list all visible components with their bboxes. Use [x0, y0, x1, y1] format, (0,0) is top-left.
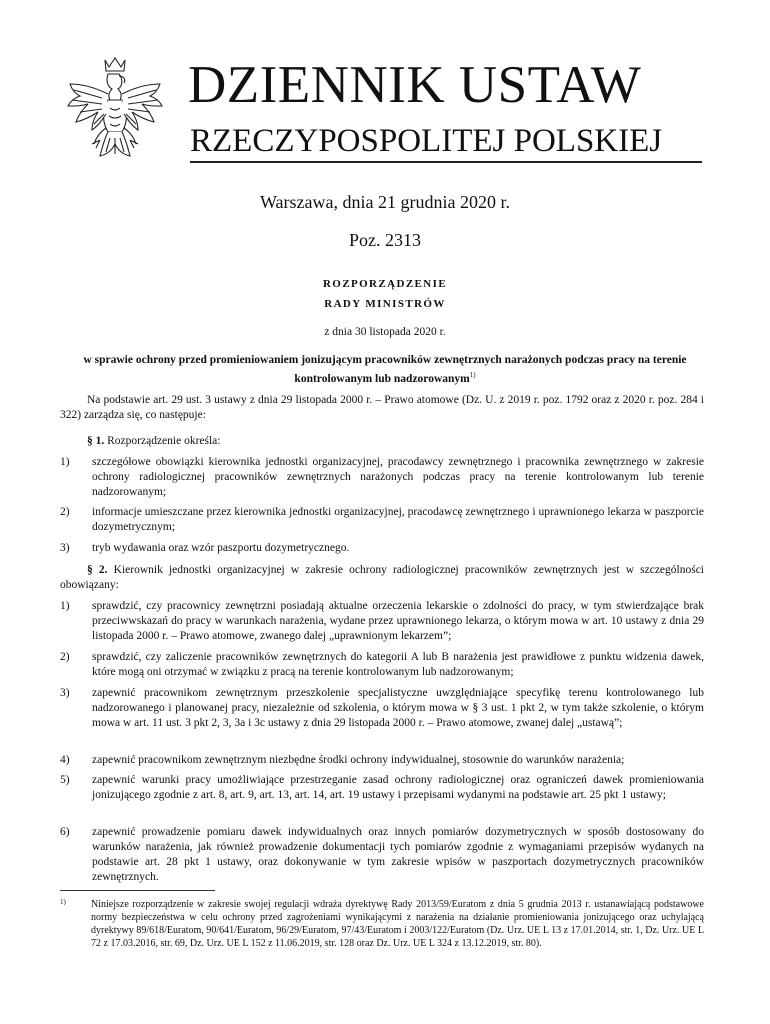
- list-item-text: zapewnić warunki pracy umożliwiające przestrzeganie zasad ochrony radiologicznej oraz ograniczeń dawek promieniowania jonizującego zgodnie z art. 8, art. 9, art. 13, art. 14, art. 19 ustawy i przepisami wydanymi na podstawie art. 25 pkt 1 ustawy;: [92, 774, 704, 801]
- list-item-number: 3): [60, 687, 70, 699]
- list-item-text: zapewnić pracownikom zewnętrznym niezbędne środki ochrony indywidualnej, stosownie do warunków narażenia;: [92, 754, 625, 766]
- publication-date: Warszawa, dnia 21 grudnia 2020 r.: [260, 192, 510, 212]
- footnote-reference: 1): [469, 371, 476, 379]
- list-item: [60, 753, 704, 768]
- list-item-number: 4): [60, 754, 70, 766]
- list-item-number: 6): [60, 826, 70, 838]
- position-number: Poz. 2313: [349, 230, 421, 250]
- list-item-text: sprawdzić, czy pracownicy zewnętrzni posiadają aktualne orzeczenia lekarskie o zdolności do pracy, w tym stwierdzające brak przeciwwskazań do pracy w warunkach narażenia, wydane przez uprawnionego lekarza, o którym mowa w art. 10 ustawy z dnia 29 listopada 2000 r. – Prawo atomowe, zwanego dalej „uprawnionym lekarzem”;: [92, 600, 704, 642]
- list-item-number: 1): [60, 600, 70, 612]
- list-item-number: 5): [60, 774, 70, 786]
- act-subject: [60, 353, 710, 387]
- section-2-intro-text: Kierownik jednostki organizacyjnej w zakresie ochrony radiologicznej pracowników zewnętrznych jest w szczególności obowiązany:: [60, 564, 705, 591]
- list-item-text: tryb wydawania oraz wzór paszportu dozymetrycznego.: [92, 542, 350, 554]
- act-type: ROZPORZĄDZENIE: [322, 278, 448, 290]
- list-item-text: zapewnić prowadzenie pomiaru dawek indywidualnych oraz innych pomiarów dozymetrycznych w sposób dostosowany do warunków narażenia, jak również prowadzenie dokumentacji tych pomiarów zgodnie z wymaganiami przepisów wydanych na podstawie art. 28 pkt 1 ustawy, oraz dokonywanie w tym zakresie wpisów w paszportach dozymetrycznych pracowników zewnętrznych.: [92, 826, 704, 883]
- list-item-text: zapewnić pracownikom zewnętrznym przeszkolenie specjalistyczne uwzględniające specyfikę terenu kontrolowanego lub nadzorowanego i planowanej pracy, niezależnie od szkolenia, o którym mowa w § 3 ust. 1 pkt 2, w tym także szkolenie, o którym mowa w art. 11 ust. 3 pkt 2, 3, 3a i 3c ustawy z dnia 29 listopada 2000 r. – Prawo atomowe, zwanej dalej „ustawą”;: [92, 687, 704, 729]
- journal-title: DZIENNIK USTAW: [188, 56, 642, 114]
- section-1-intro-text: Rozporządzenie określa:: [107, 435, 221, 447]
- preamble: Na podstawie art. 29 ust. 3 ustawy z dnia 29 listopada 2000 r. – Prawo atomowe (Dz. U. z 2019 r. poz. 1792 oraz z 2020 r. poz. 284 i 322) zarządza się, co następuje:: [60, 394, 704, 421]
- section-1-label: § 1.: [87, 435, 105, 447]
- list-item-number: 1): [60, 456, 70, 468]
- journal-subtitle: RZECZYPOSPOLITEJ POLSKIEJ: [190, 123, 663, 159]
- section-1-intro: [60, 434, 704, 449]
- list-item-number: 2): [60, 506, 70, 518]
- list-item-number: 2): [60, 651, 70, 663]
- list-item: [60, 599, 704, 644]
- list-item: [60, 825, 704, 885]
- list-item: [60, 455, 704, 500]
- act-subject-text: w sprawie ochrony przed promieniowaniem jonizującym pracowników zewnętrznych narażonych podczas pracy na terenie kontrolowanym lub nadzorowanym: [83, 354, 687, 385]
- list-item: [60, 686, 704, 731]
- list-item-number: 3): [60, 542, 70, 554]
- list-item: [60, 541, 704, 556]
- list-item-text: sprawdzić, czy zaliczenie pracowników zewnętrznych do kategorii A lub B narażenia jest prawidłowe z punktu widzenia dawek, które mogą oni otrzymać w związku z pracą na terenie kontrolowanym lub nadzorowanym;: [92, 651, 704, 678]
- section-2-intro: [60, 563, 704, 593]
- footnote-text: Niniejsze rozporządzenie w zakresie swojej regulacji wdraża dyrektywę Rady 2013/59/Euratom z dnia 5 grudnia 2013 r. ustanawiającą podstawowe normy bezpieczeństwa w celu ochrony przed zagrożeniami wynikającymi z narażenia na działanie promieniowania jonizującego oraz uchylającą dyrektywy 89/618/Euratom, 90/641/Euratom, 96/29/Euratom, 97/43/Euratom i 2003/122/Euratom (Dz. Urz. UE L 13 z 17.01.2014, str. 1, Dz. Urz. UE L 72 z 17.03.2016, str. 69, Dz. Urz. UE L 152 z 11.06.2019, str. 128 oraz Dz. Urz. UE L 324 z 13.12.2019, str. 80).: [91, 899, 704, 949]
- footnote: [60, 898, 704, 950]
- act-issuer: RADY MINISTRÓW: [324, 298, 446, 310]
- header-rule: [190, 161, 702, 163]
- footnote-rule: [60, 890, 215, 891]
- footnote-number: 1): [60, 898, 66, 906]
- list-item-text: informacje umieszczane przez kierownika jednostki organizacyjnej, pracodawcę zewnętrznego i uprawnionego lekarza w paszporcie dozymetrycznym;: [92, 506, 704, 533]
- list-item: [60, 505, 704, 535]
- list-item-text: szczegółowe obowiązki kierownika jednostki organizacyjnej, pracodawcy zewnętrznego i pracownika zewnętrznego w zakresie ochrony radiologicznej pracowników zewnętrznych narażonych podczas pracy na terenie kontrolowanym lub terenie nadzorowanym;: [92, 456, 704, 498]
- act-date: z dnia 30 listopada 2020 r.: [324, 326, 446, 338]
- list-item: [60, 650, 704, 680]
- polish-eagle-emblem-icon: [62, 54, 168, 162]
- section-2-label: § 2.: [87, 564, 108, 576]
- list-item: [60, 773, 704, 803]
